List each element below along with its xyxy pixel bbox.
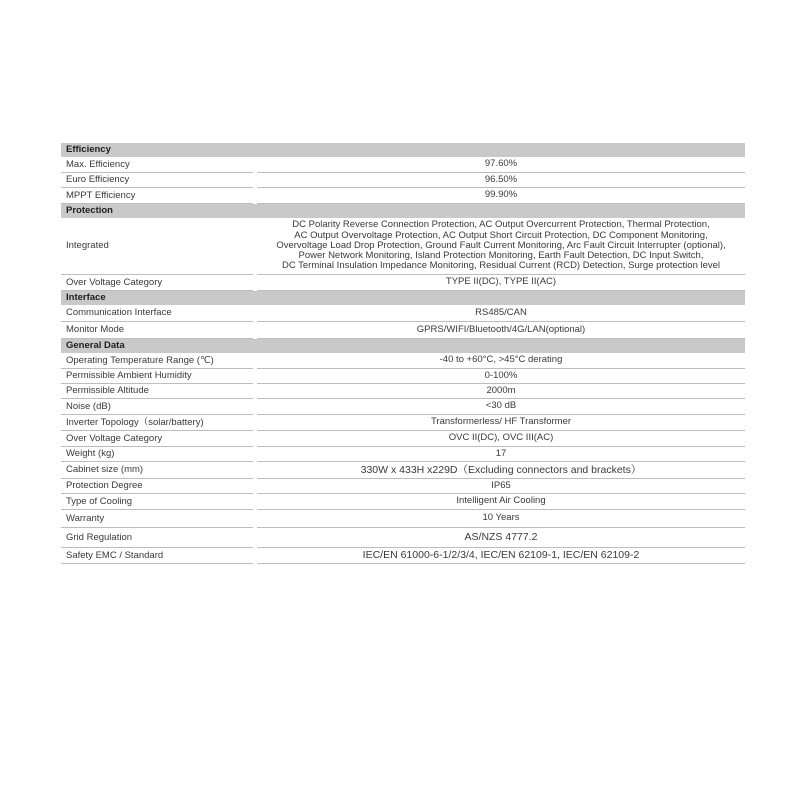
spec-value: 99.90%	[257, 188, 745, 204]
section-header-interface	[61, 291, 745, 305]
spec-label: Protection Degree	[61, 479, 253, 494]
spec-value: TYPE II(DC), TYPE II(AC)	[257, 275, 745, 291]
spec-label: Safety EMC / Standard	[61, 548, 253, 564]
spec-value: RS485/CAN	[257, 305, 745, 322]
spec-label: Cabinet size (mm)	[61, 462, 253, 479]
section-title: General Data	[61, 340, 253, 352]
spec-row	[61, 369, 745, 384]
spec-value: Intelligent Air Cooling	[257, 494, 745, 510]
spec-row	[61, 479, 745, 494]
spec-row	[61, 415, 745, 431]
spec-label: Integrated	[61, 218, 253, 275]
section-title: Efficiency	[61, 144, 253, 156]
spec-row	[61, 384, 745, 399]
section-header-general-data	[61, 339, 745, 353]
spec-row	[61, 447, 745, 462]
spec-row	[61, 494, 745, 510]
spec-value: AS/NZS 4777.2	[257, 528, 745, 548]
spec-value: 17	[257, 447, 745, 462]
spec-row	[61, 431, 745, 447]
spec-label: Inverter Topology（solar/battery)	[61, 415, 253, 431]
spec-label: Type of Cooling	[61, 494, 253, 510]
spec-value: DC Polarity Reverse Connection Protection, AC Output Overcurrent Protection, Thermal Protection, AC Output Overvoltage Protection, AC Output Short Circuit Protection, DC Component Monitoring, Overvoltage Load Drop Protection, Ground Fault Current Monitoring, Arc Fault Circuit Interrupter (optional), Power Network Monitoring, Island Protection Monitoring, Earth Fault Detection, DC Input Switch, DC Terminal Insulation Impedance Monitoring, Residual Current (RCD) Detection, Surge protection level	[257, 218, 745, 275]
spec-value: Transformerless/ HF Transformer	[257, 415, 745, 431]
spec-value: 96.50%	[257, 173, 745, 188]
spec-label: Permissible Altitude	[61, 384, 253, 399]
section-header-fill	[257, 204, 745, 218]
spec-row	[61, 510, 745, 528]
section-title: Interface	[61, 292, 253, 304]
section-header-protection	[61, 204, 745, 218]
spec-value: 10 Years	[257, 510, 745, 528]
spec-value: IP65	[257, 479, 745, 494]
spec-value: 0-100%	[257, 369, 745, 384]
spec-row	[61, 173, 745, 188]
spec-row	[61, 462, 745, 479]
spec-row	[61, 322, 745, 339]
spec-label: Communication Interface	[61, 305, 253, 322]
spec-row	[61, 218, 745, 275]
spec-label: Monitor Mode	[61, 322, 253, 339]
spec-table	[61, 143, 745, 564]
spec-value: 2000m	[257, 384, 745, 399]
spec-label: Warranty	[61, 510, 253, 528]
spec-label: Euro Efficiency	[61, 173, 253, 188]
spec-row	[61, 353, 745, 369]
spec-label: Weight (kg)	[61, 447, 253, 462]
spec-row	[61, 528, 745, 548]
section-header-fill	[257, 143, 745, 157]
spec-value: <30 dB	[257, 399, 745, 415]
spec-row	[61, 548, 745, 564]
spec-row	[61, 188, 745, 204]
spec-label: Permissible Ambient Humidity	[61, 369, 253, 384]
spec-value: -40 to +60°C, >45°C derating	[257, 353, 745, 369]
spec-label: Over Voltage Category	[61, 431, 253, 447]
section-header-fill	[257, 339, 745, 353]
spec-label: Noise (dB)	[61, 399, 253, 415]
spec-value: IEC/EN 61000-6-1/2/3/4, IEC/EN 62109-1, IEC/EN 62109-2	[257, 548, 745, 564]
spec-value: GPRS/WIFI/Bluetooth/4G/LAN(optional)	[257, 322, 745, 339]
spec-label: Max. Efficiency	[61, 157, 253, 173]
section-title: Protection	[61, 205, 253, 217]
spec-value: 97.60%	[257, 157, 745, 173]
spec-label: Over Voltage Category	[61, 275, 253, 291]
spec-label: Grid Regulation	[61, 528, 253, 548]
spec-label: Operating Temperature Range (℃)	[61, 353, 253, 369]
spec-row	[61, 157, 745, 173]
spec-row	[61, 399, 745, 415]
section-header-fill	[257, 291, 745, 305]
spec-value: 330W x 433H x229D（Excluding connectors and brackets）	[257, 462, 745, 479]
spec-row	[61, 305, 745, 322]
spec-row	[61, 275, 745, 291]
section-header-efficiency	[61, 143, 745, 157]
spec-value: OVC II(DC), OVC III(AC)	[257, 431, 745, 447]
spec-label: MPPT Efficiency	[61, 188, 253, 204]
